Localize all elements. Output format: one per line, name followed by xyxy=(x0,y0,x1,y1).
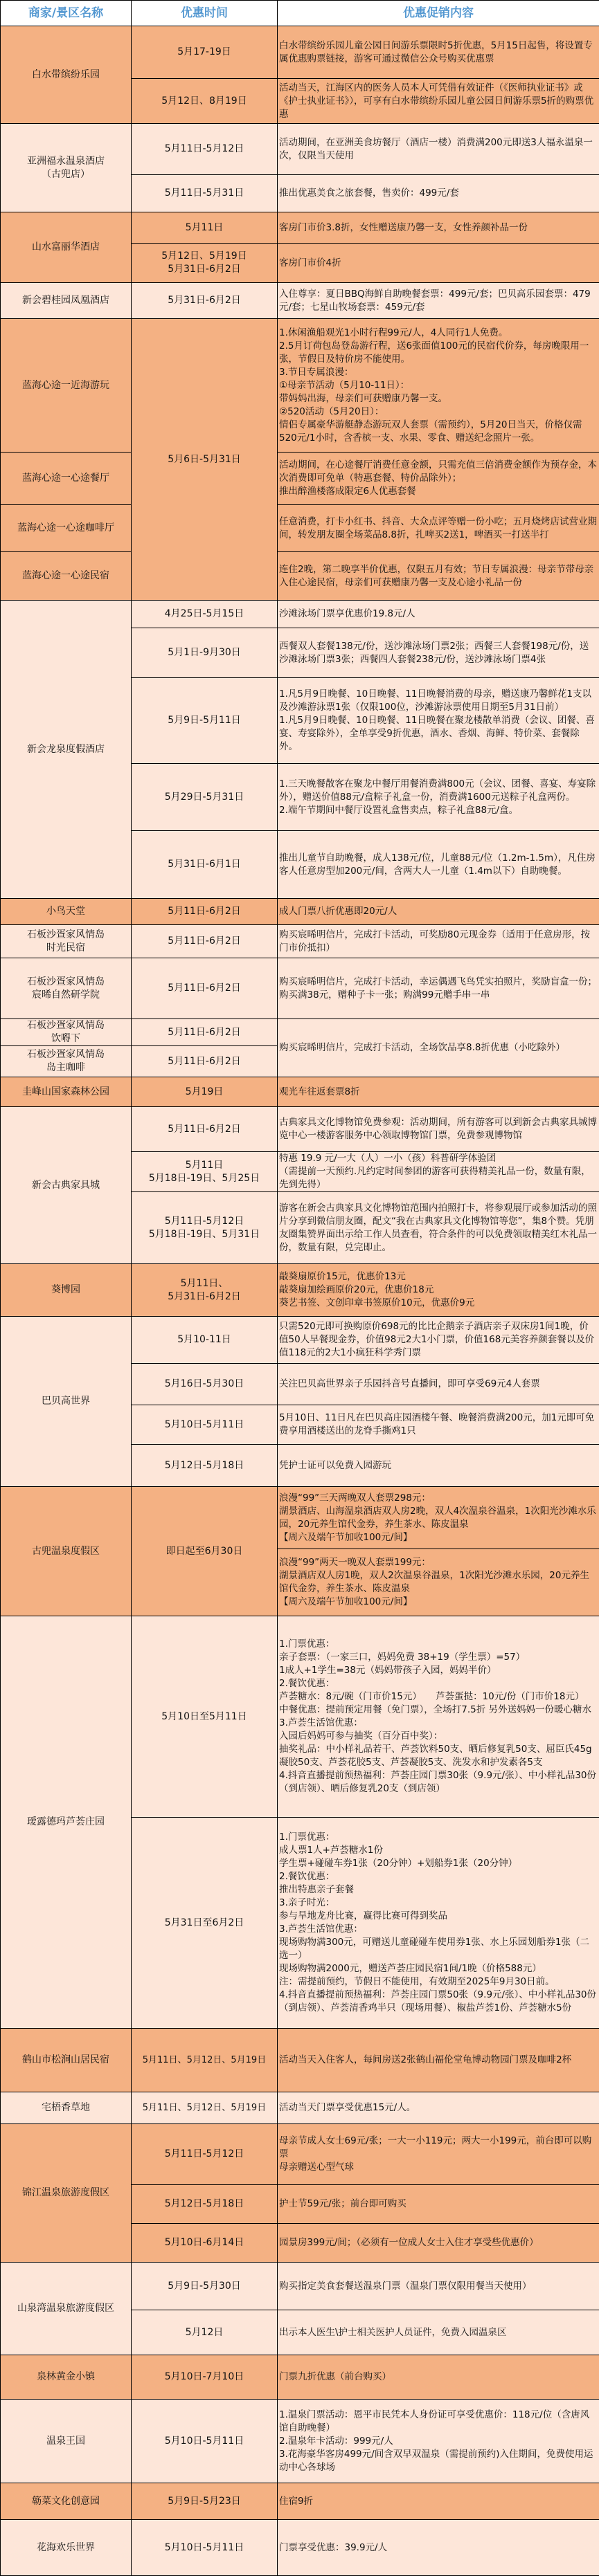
table-row xyxy=(1,925,599,958)
promo-date: 5月12日-5月18日 xyxy=(132,1445,278,1487)
table-row xyxy=(1,1019,599,1046)
promo-date: 5月12日-5月18日 xyxy=(132,2185,278,2224)
promo-content: 1.休闲渔船观光1小时行程99元/人，4人同行1人免费。 2.5月订荷包岛登岛游行程，送6张面值100元的民宿代价券，每房晚限用一张，节假日及特价房不能使用。 3.节日专属浪漫： ①母亲节活动（5月10-11日）： 带妈妈出海，母亲们可获赠康乃馨一支。 ②520活动（5月20日）： 情侣专属豪华游艇静态游玩双人套票（需预约），5月20日当天，价格仅需520元/1小时，含香槟一支、水果、零食、赠送纪念照片一张。 xyxy=(278,319,599,453)
merchant-name: 瑷露德玛芦荟庄园 xyxy=(1,1616,132,2029)
promo-date: 5月10日-5月11日 xyxy=(132,1405,278,1445)
table-row xyxy=(1,1077,599,1107)
promo-content: 推出儿童节自助晚餐，成人138元/位，儿童88元/位（1.2m-1.5m），凡住房客人任意房型加200元/间，含两大人一儿童（1.4m以下）自助晚餐。 xyxy=(278,831,599,899)
merchant-name: 花海欢乐世界 xyxy=(1,2520,132,2576)
promo-date: 5月16日-5月30日 xyxy=(132,1364,278,1405)
promo-content: 活动当天门票享受优惠15元/人。 xyxy=(278,2092,599,2124)
promo-date: 5月9日-5月30日 xyxy=(132,2263,278,2310)
table-row xyxy=(1,958,599,1019)
table-row xyxy=(1,212,599,244)
promo-content: 观光车往返套票8折 xyxy=(278,1077,599,1107)
promo-date: 5月11日-6月2日 xyxy=(132,958,278,1019)
merchant-name: 锦江温泉旅游度假区 xyxy=(1,2124,132,2263)
promo-content: 门票九折优惠（前台购买） xyxy=(278,2355,599,2400)
promo-date: 5月11日-5月12日 5月18日-19日、5月31日 xyxy=(132,1192,278,1264)
table-row xyxy=(1,319,599,453)
table-row xyxy=(1,2263,599,2310)
promo-date: 5月1日-9月30日 xyxy=(132,628,278,678)
promo-date: 5月9日-5月23日 xyxy=(132,2483,278,2520)
merchant-name: 石板沙疍家风情岛 时光民宿 xyxy=(1,925,132,958)
merchant-name: 蓝海心途一心途民宿 xyxy=(1,552,132,601)
merchant-name: 蓝海心途一近海游玩 xyxy=(1,319,132,453)
table-row xyxy=(1,2029,599,2092)
promo-content: 门票享受优惠：39.9元/人 xyxy=(278,2520,599,2576)
promo-date: 5月17-19日 xyxy=(132,26,278,79)
promo-date: 5月10日-7月10日 xyxy=(132,2355,278,2400)
merchant-name: 圭峰山国家森林公园 xyxy=(1,1077,132,1107)
promo-date: 5月11日-5月31日 xyxy=(132,175,278,212)
promo-content: 浪漫“99”三天两晚双人套票298元： 湖景酒店、山海温泉酒店双人房2晚，双人4次温泉谷温泉，1次阳光沙滩水乐园，20元养生馆代金券，养生茶水、陈皮温泉 【周六及端午节加收100元/间】 xyxy=(278,1487,599,1549)
merchant-name: 葵博园 xyxy=(1,1264,132,1317)
promo-date: 5月11日-5月12日 xyxy=(132,2124,278,2185)
promo-content: 1.门票优惠： 成人票1人+芦荟糖水1份 学生票+碰碰车券1张（20分钟）+划船券1张（20分钟） 2.餐饮优惠： 推出特惠亲子套餐 3.亲子时光： 参与旱地龙舟比赛，赢得比赛可得到奖品 3.芦荟生活馆优惠： 现场购物满300元，可赠送儿童碰碰车使用券1张、水上乐园划船券1张（二选一） 现场购物满2000元，赠送芦荟庄园民宿1间/1晚（价格588元） 注：需提前预约，节假日不能使用，有效期至2025年9月30日前。 4.抖音直播提前预热福利：芦荟庄园门票50张（9.9元/张）、中小样礼品30份（到店领）、芦荟清香鸡半只（现场用餐）、椒盐芦荟1份、芦荟糖水5份 xyxy=(278,1818,599,2029)
promo-content: 活动期间，在亚洲美食坊餐厅（酒店一楼）消费满200元即送3人福永温泉一次，仅限当天使用 xyxy=(278,124,599,175)
merchant-name: 小鸟天堂 xyxy=(1,899,132,925)
promo-date: 5月12日 xyxy=(132,2310,278,2355)
merchant-name: 山泉湾温泉旅游度假区 xyxy=(1,2263,132,2355)
promo-content: 母亲节成人女士69元/张；一大一小119元；两大一小199元，前台即可以购票 母亲赠送心型气球 xyxy=(278,2124,599,2185)
table-row xyxy=(1,1107,599,1152)
header-date: 优惠时间 xyxy=(132,1,278,26)
promo-date: 5月12日、8月19日 xyxy=(132,79,278,124)
promo-content: 1.凡5月9日晚餐、10日晚餐、11日晚餐消费的母亲，赠送康乃馨鲜花1支以及沙滩游泳票1张（仅限100位，沙滩游泳票使用日期至5月31日前） 1.凡5月9日晚餐、10日晚餐、11日晚餐在聚龙楼散单消费（会议、团餐、喜宴、寿宴除外），全单享受9折优惠，酒水、香烟、海鲜、特价菜、套餐除外。 xyxy=(278,678,599,764)
merchant-name: 温泉王国 xyxy=(1,2400,132,2483)
promo-date: 5月11日 xyxy=(132,212,278,244)
promo-content: 5月10日、11日凡在巴贝高庄园酒楼午餐、晚餐消费满200元，加1元即可免费享用酒楼送出的龙脊手撕鸡1只 xyxy=(278,1405,599,1445)
promo-content: 浪漫“99”两天一晚双人套票199元： 湖景酒店双人房1晚，双人2次温泉谷温泉，1次阳光沙滩水乐园，20元养生馆代金券，养生茶水、陈皮温泉 【周六及端午节加收100元/间】 xyxy=(278,1549,599,1616)
promo-date: 4月25日-5月15日 xyxy=(132,601,278,628)
promo-content: 关注巴贝高世界亲子乐园抖音号直播间，即可享受69元4人套票 xyxy=(278,1364,599,1405)
merchant-name: 巴贝高世界 xyxy=(1,1317,132,1487)
header-content: 优惠促销内容 xyxy=(278,1,599,26)
table-row xyxy=(1,2124,599,2185)
table-row xyxy=(1,124,599,175)
promo-content: 入住尊享：夏日BBQ海鲜自助晚餐套票：499元/套；巴贝高乐园套票：479元/套；七星山牧场套票：459元/套 xyxy=(278,283,599,319)
table-row xyxy=(1,899,599,925)
merchant-name: 新会碧桂园凤凰酒店 xyxy=(1,283,132,319)
merchant-name: 蓝海心途一心途餐厅 xyxy=(1,453,132,505)
promo-date: 5月31日-6月1日 xyxy=(132,831,278,899)
promo-date: 5月19日 xyxy=(132,1077,278,1107)
promo-content: 古典家具文化博物馆免费参观：活动期间，所有游客可以到新会古典家具城博览中心一楼游客服务中心领取博物馆门票，免费参观博物馆 xyxy=(278,1107,599,1152)
table-row xyxy=(1,283,599,319)
promo-date: 5月11日、5月12日、5月19日 xyxy=(132,2029,278,2092)
promo-date: 5月10-11日 xyxy=(132,1317,278,1364)
promo-date: 5月11日、 5月31日-6月2日 xyxy=(132,1264,278,1317)
promo-date: 5月31日至6月2日 xyxy=(132,1818,278,2029)
merchant-name: 白水带缤纷乐园 xyxy=(1,26,132,124)
promo-date: 5月12日、5月19日 5月31日-6月2日 xyxy=(132,244,278,283)
promo-content: 活动期间，在心途餐厅消费任意金额，只需充值三倍消费金额作为预存金，本次消费即可免单（特惠套餐、特价品除外）； 推出醉渔楼落成限定6人优惠套餐 xyxy=(278,453,599,505)
promo-content: 购买宸晞明信片，完成打卡活动，可奖励80元现金券（适用于任意房形，按门市价抵扣） xyxy=(278,925,599,958)
promo-content: 成人门票八折优惠即20元/人 xyxy=(278,899,599,925)
promo-content: 白水带缤纷乐园儿童公园日间游乐票限时5折优惠，5月15日起售，将设置专属优惠购票链接，游客可通过微信公众号购买优惠票 xyxy=(278,26,599,79)
promo-date: 5月11日-6月2日 xyxy=(132,925,278,958)
promo-content: 住宿9折 xyxy=(278,2483,599,2520)
promo-content: 沙滩泳场门票享优惠价19.8元/人 xyxy=(278,601,599,628)
promo-date: 5月10日-5月11日 xyxy=(132,2400,278,2483)
merchant-name: 新会古典家具城 xyxy=(1,1107,132,1264)
promo-date: 5月11日-6月2日 xyxy=(132,1107,278,1152)
merchant-name: 石板沙疍家风情岛 宸晞自然研学院 xyxy=(1,958,132,1019)
merchant-name: 宅梧香草地 xyxy=(1,2092,132,2124)
promo-content: 1.三天晚餐散客在聚龙中餐厅用餐消费满800元（会议、团餐、喜宴、寿宴除外），赠送价值88元/盒粽子礼盒一份，消费满1600元送粽子礼盒两份。 2.端午节期间中餐厅设置礼盒售卖点，粽子礼盒88元/盒。 xyxy=(278,764,599,831)
table-row xyxy=(1,1487,599,1549)
merchant-name: 簕菜文化创意园 xyxy=(1,2483,132,2520)
table-row xyxy=(1,2400,599,2483)
promo-content: 1.温泉门票活动：恩平市民凭本人身份证可享受优惠价：118元/位（含唐风馆自助晚餐） 2.温泉年卡活动：999元/人 3.花海豪华客房499元/间含双早双温泉（需提前预约)入住期间，免费使用运动中心各球场 xyxy=(278,2400,599,2483)
promo-content: 西餐双人套餐138元/份，送沙滩泳场门票2张；西餐三人套餐198元/份，送沙滩泳场门票3张；西餐四人套餐238元/份，送沙滩泳场门票4张 xyxy=(278,628,599,678)
table-row xyxy=(1,2092,599,2124)
promo-content: 护士节59元/张；前台即可购买 xyxy=(278,2185,599,2224)
table-row xyxy=(1,26,599,79)
table-row xyxy=(1,1616,599,1818)
table-header-row xyxy=(1,1,599,26)
promo-content: 特惠 19.9 元/一大（人）一小（孩）科普研学体验团 （需提前一天预约.凡约定时间参团的游客可获得精美礼品一份，数量有限，先到先得） xyxy=(278,1152,599,1192)
promo-date: 5月9日-5月11日 xyxy=(132,678,278,764)
table-row xyxy=(1,2520,599,2576)
promo-content: 推出优惠美食之旅套餐，售卖价：499元/套 xyxy=(278,175,599,212)
promo-content: 连住2晚，第二晚享半价优惠，仅限五月有效；节日专属浪漫：母亲节带母亲入住心途民宿，母亲们可获赠康乃馨一支及心途小礼品一份 xyxy=(278,552,599,601)
merchant-name: 石板沙疍家风情岛 饮嘚下 xyxy=(1,1019,132,1046)
promo-content: 客房门市价4折 xyxy=(278,244,599,283)
promo-content: 凭护士证可以免费入园游玩 xyxy=(278,1445,599,1487)
table-row xyxy=(1,552,599,601)
promo-content: 只需520元即可换购原价698元的比比企鹅亲子酒店亲子双床房1间1晚，价值50人早餐现金券，价值98元2大1小门票，价值168元美容养颜套餐以及价值118元的2大1小疯狂科学秀门票 xyxy=(278,1317,599,1364)
promo-content: 1.门票优惠： 亲子套票：（一家三口，妈妈免费 38+19（学生票）=57） 1成人+1学生=38元（妈妈带孩子入园，妈妈半价） 2.餐饮优惠： 芦荟糖水：8元/碗（门市价15元） 芦荟蛋挞：10元/份（门市价18元） 中餐优惠：提前预定用餐（免门票），全场打7.5折 另外送妈妈一份暖心糖水 3.芦荟生活馆优惠： 入园后妈妈可参与抽奖（百分百中奖）： 抽奖礼品：中小样礼品若干、芦荟饮料50支、晒后修复乳50支、屈臣氏45g凝胶50支、芦荟花胶5支、芦荟凝胶5支、洗发水和护发素各5支 4.抖音直播提前预热福利：芦荟庄园门票30张（9.9元/张）、中小样礼品30份（到店领）、晒后修复乳20支（到店领） xyxy=(278,1616,599,1818)
header-merchant: 商家/景区名称 xyxy=(1,1,132,26)
promo-date: 5月11日-5月12日 xyxy=(132,124,278,175)
promo-date: 5月10日-5月11日 xyxy=(132,2520,278,2576)
promo-date: 5月11日 5月18日-19日、5月25日 xyxy=(132,1152,278,1192)
merchant-name: 亚洲福永温泉酒店 （古兜店） xyxy=(1,124,132,212)
promo-date: 5月11日-6月2日 xyxy=(132,899,278,925)
promo-date: 即日起至6月30日 xyxy=(132,1487,278,1616)
promo-date: 5月11日-6月2日 xyxy=(132,1019,278,1046)
promo-date: 5月29日-5月31日 xyxy=(132,764,278,831)
promo-content: 购买指定美食套餐送温泉门票（温泉门票仅限用餐当天使用） xyxy=(278,2263,599,2310)
table-row xyxy=(1,2355,599,2400)
promo-content: 敲葵扇原价15元，优惠价13元 敲葵扇加绘画原价20元，优惠价18元 葵艺书签、文创印章书签原价10元，优惠价9元 xyxy=(278,1264,599,1317)
table-row xyxy=(1,1264,599,1317)
table-row xyxy=(1,2483,599,2520)
table-row xyxy=(1,1317,599,1364)
promo-content: 购买宸晞明信片，完成打卡活动，全场饮品享8.8折优惠（小吃除外） xyxy=(278,1019,599,1077)
promo-date: 5月6日-5月31日 xyxy=(132,319,278,601)
promo-content: 游客在新会古典家具文化博物馆范围内拍照打卡，将参观展厅或参加活动的照片分享到微信朋友圈，配文“我在古典家具文化博物馆等您”，集8个赞。凭朋友圈集赞界面出示给工作人员查看，符合条件的可以免费领取精美红木礼品一份，数量有限，兑完即止。 xyxy=(278,1192,599,1264)
promo-content: 出示本人医生\护士相关医护人员证件，免费入园温泉区 xyxy=(278,2310,599,2355)
promo-date: 5月31日-6月2日 xyxy=(132,283,278,319)
table-row xyxy=(1,505,599,552)
promo-date: 5月11日、5月12日、5月19日 xyxy=(132,2092,278,2124)
promo-date: 5月11日-6月2日 xyxy=(132,1046,278,1077)
promo-content: 客房门市价3.8折，女性赠送康乃馨一支，女性养颜补品一份 xyxy=(278,212,599,244)
merchant-name: 石板沙疍家风情岛 岛主咖啡 xyxy=(1,1046,132,1077)
promo-content: 购买宸晞明信片，完成打卡活动，幸运偶遇飞鸟凭实拍照片，奖励盲盒一份；购买满38元，赠种子卡一张；购满99元赠手串一串 xyxy=(278,958,599,1019)
promo-content: 园景房399元/间；（必须有一位成人女士入住才享受些优惠价） xyxy=(278,2224,599,2263)
merchant-name: 山水富丽华酒店 xyxy=(1,212,132,283)
promo-content: 任意消费，打卡小红书、抖音、大众点评等赠一份小吃；五月烧烤店试营业期间，转发朋友圈全场菜品8.8折，扎啤买2送1，啤酒买一打送半打 xyxy=(278,505,599,552)
merchant-name: 古兜温泉度假区 xyxy=(1,1487,132,1616)
merchant-name: 新会龙泉度假酒店 xyxy=(1,601,132,899)
merchant-name: 蓝海心途一心途咖啡厅 xyxy=(1,505,132,552)
table-row xyxy=(1,453,599,505)
promo-date: 5月10日-6月14日 xyxy=(132,2224,278,2263)
merchant-name: 鹤山市松涧山居民宿 xyxy=(1,2029,132,2092)
promo-content: 活动当天，江海区内的医务人员本人可凭借有效证件（《医师执业证书》或《护士执业证书》），可享有白水带缤纷乐园儿童公园日间游乐票5折的购票优惠 xyxy=(278,79,599,124)
merchant-name: 泉林黄金小镇 xyxy=(1,2355,132,2400)
promo-date: 5月10日至5月11日 xyxy=(132,1616,278,1818)
promo-content: 活动当天入住客人，每间房送2张鹤山福伦堂龟博动物园门票及咖啡2杯 xyxy=(278,2029,599,2092)
table-row xyxy=(1,601,599,628)
